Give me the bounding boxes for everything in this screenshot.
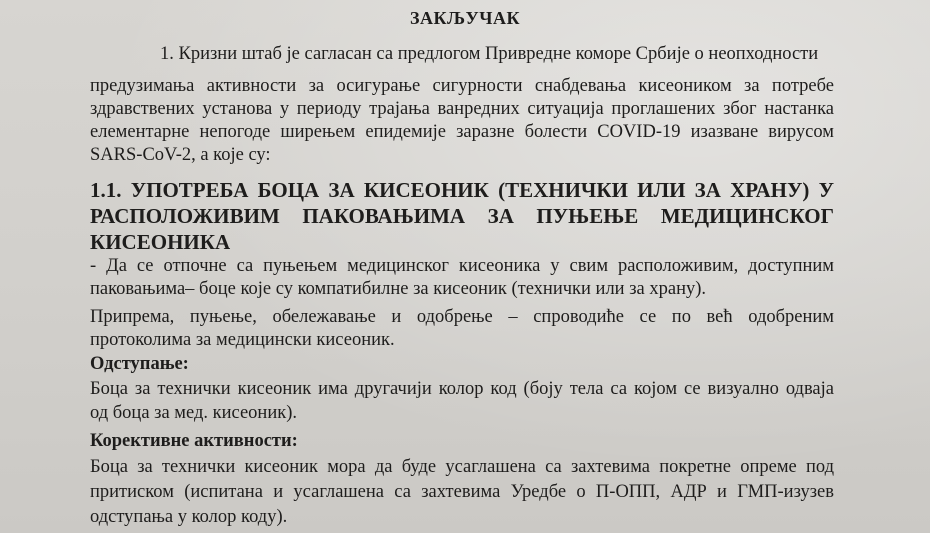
section-heading-line: РАСПОЛОЖИВИМ ПАКОВАЊИМА ЗА ПУЊЕЊЕ МЕДИЦИНСКОГ [90, 204, 834, 228]
paragraph-line: притиском (испитана и усаглашена са захтевима Уредбе о П-ОПП, АДР и ГМП-изузев [90, 482, 834, 502]
paragraph-line: елементарне непогоде ширењем епидемије заразне болести COVID-19 изазване вирусом [90, 122, 834, 142]
document-title: ЗАКЉУЧАК [409, 8, 521, 28]
subheading-corrective-actions: Корективне активности: [90, 431, 298, 451]
paragraph-line: паковањима– боце које су компатибилне за кисеоник (технички или за храну). [90, 279, 707, 299]
section-heading-line: КИСЕОНИКА [90, 230, 231, 254]
paragraph-line: одступања у колор коду). [90, 507, 288, 527]
paragraph-line: - Да се отпочне са пуњењем медицинског кисеоника у свим расположивим, доступним [90, 256, 834, 276]
paragraph-line: Припрема, пуњење, обележавање и одобрење – спроводиће се по већ одобреним [90, 307, 834, 327]
paragraph-line: здравствених установа у периоду трајања ванредних ситуација проглашених због настанка [90, 99, 834, 119]
paragraph-line: протоколима за медицински кисеоник. [90, 330, 395, 350]
subheading-deviation: Одступање: [90, 354, 189, 374]
paragraph-line: Боца за технички кисеоник има другачији колор код (боју тела са којом се визуално одваја [90, 379, 834, 399]
paragraph-line: 1. Кризни штаб је сагласан са предлогом Привредне коморе Србије о неопходности [160, 44, 819, 64]
section-heading-line: 1.1. УПОТРЕБА БОЦА ЗА КИСЕОНИК (ТЕХНИЧКИ ИЛИ ЗА ХРАНУ) У [90, 178, 834, 202]
paragraph-line: од боца за мед. кисеоник). [90, 403, 297, 423]
paragraph-line: предузимања активности за осигурање сигурности снабдевања кисеоником за потребе [90, 76, 834, 96]
paragraph-line: Боца за технички кисеоник мора да буде усаглашена са захтевима покретне опреме под [90, 457, 834, 477]
paragraph-line: SARS-CoV-2, а које су: [90, 145, 271, 165]
